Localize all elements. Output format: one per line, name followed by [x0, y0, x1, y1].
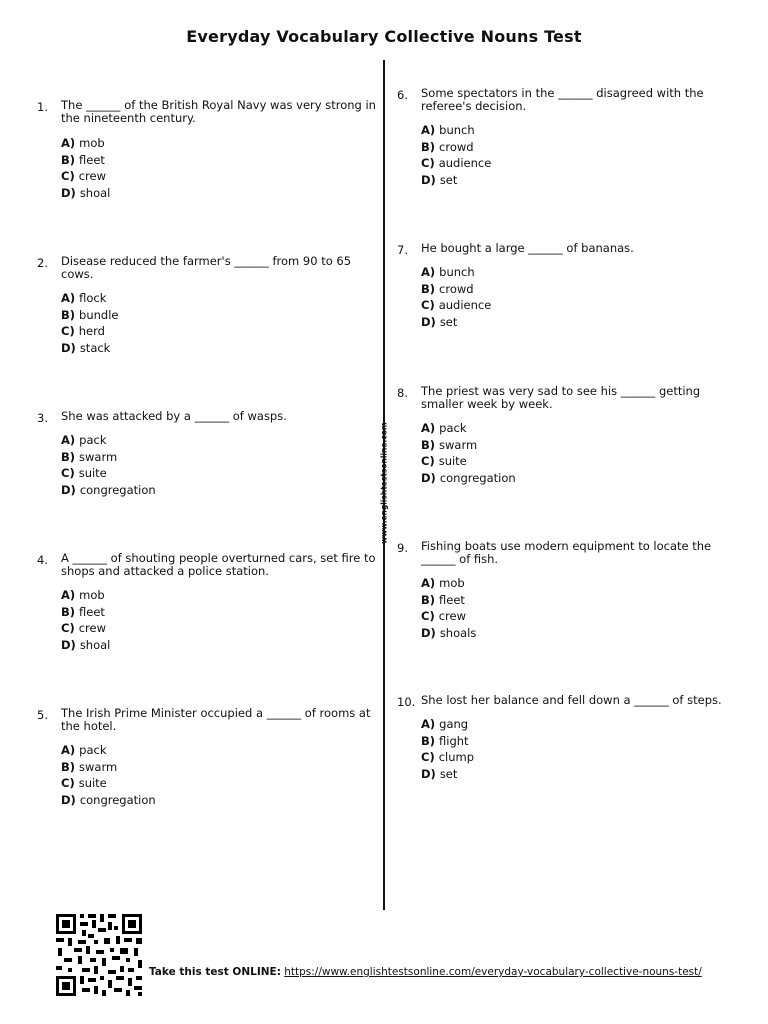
page-title: Everyday Vocabulary Collective Nouns Test — [186, 27, 582, 46]
option-c[interactable]: C) herd — [61, 324, 105, 338]
question-text: A ______ of shouting people overturned cars, set fire to shops and attacked a police station. — [61, 551, 376, 578]
option-a[interactable]: A) bunch — [421, 123, 475, 137]
question-text: The priest was very sad to see his ______ getting smaller week by week. — [421, 384, 701, 411]
option-b[interactable]: B) swarm — [61, 449, 118, 464]
question-text: She lost her balance and fell down a ______ of steps. — [421, 693, 722, 707]
option-list — [421, 716, 474, 782]
question-number: 6. — [397, 88, 408, 102]
option-d[interactable]: D) shoal — [61, 185, 111, 200]
option-list — [61, 742, 156, 808]
option-d[interactable]: D) congregation — [421, 470, 516, 485]
option-list — [61, 587, 110, 653]
option-d[interactable]: D) shoal — [61, 637, 111, 652]
option-a[interactable]: A) pack — [421, 421, 467, 435]
question-number: 5. — [37, 708, 48, 722]
option-c[interactable]: C) suite — [61, 466, 107, 480]
option-d[interactable]: D) set — [421, 172, 458, 187]
option-c[interactable]: C) suite — [61, 776, 107, 790]
option-list — [421, 575, 476, 641]
option-b[interactable]: B) fleet — [61, 604, 105, 619]
option-list — [421, 122, 491, 188]
question-text: Fishing boats use modern equipment to locate the ______ of fish. — [421, 539, 712, 566]
option-a[interactable]: A) mob — [421, 576, 465, 590]
question-number: 7. — [397, 243, 408, 257]
option-d[interactable]: D) stack — [61, 340, 111, 355]
question-number: 1. — [37, 100, 48, 114]
question-text: He bought a large ______ of bananas. — [421, 241, 634, 255]
option-list — [61, 290, 118, 356]
question-number: 4. — [37, 553, 48, 567]
option-c[interactable]: C) suite — [421, 454, 467, 468]
option-list — [421, 420, 516, 486]
option-a[interactable]: A) bunch — [421, 265, 475, 279]
online-test-link[interactable]: https://www.englishtestsonline.com/everyday-vocabulary-collective-nouns-test/ — [284, 966, 702, 978]
option-a[interactable]: A) mob — [61, 136, 105, 150]
option-a[interactable]: A) mob — [61, 588, 105, 602]
option-d[interactable]: D) set — [421, 766, 458, 781]
question-text: The Irish Prime Minister occupied a ______ of rooms at the hotel. — [61, 706, 371, 733]
question-number: 3. — [37, 411, 48, 425]
question-number: 8. — [397, 386, 408, 400]
option-b[interactable]: B) fleet — [421, 592, 465, 607]
option-c[interactable]: C) crew — [61, 169, 106, 183]
option-b[interactable]: B) fleet — [61, 152, 105, 167]
option-list — [421, 264, 491, 330]
option-list — [61, 432, 156, 498]
option-c[interactable]: C) crew — [421, 609, 466, 623]
option-a[interactable]: A) pack — [61, 433, 107, 447]
option-a[interactable]: A) gang — [421, 717, 469, 731]
option-a[interactable]: A) pack — [61, 743, 107, 757]
option-b[interactable]: B) swarm — [61, 759, 118, 774]
option-d[interactable]: D) congregation — [61, 482, 156, 497]
option-c[interactable]: C) crew — [61, 621, 106, 635]
option-b[interactable]: B) bundle — [61, 307, 119, 322]
online-test-footer — [149, 966, 709, 978]
option-c[interactable]: C) audience — [421, 156, 492, 170]
option-c[interactable]: C) audience — [421, 298, 492, 312]
question-number: 10. — [397, 695, 416, 709]
question-text: The ______ of the British Royal Navy was very strong in the nineteenth century. — [61, 98, 376, 125]
option-d[interactable]: D) set — [421, 314, 458, 329]
question-text: She was attacked by a ______ of wasps. — [61, 409, 287, 423]
question-text: Some spectators in the ______ disagreed with the referee's decision. — [421, 86, 704, 113]
option-b[interactable]: B) swarm — [421, 437, 478, 452]
qr-code-icon[interactable] — [54, 912, 144, 998]
option-b[interactable]: B) crowd — [421, 281, 474, 296]
option-c[interactable]: C) clump — [421, 750, 475, 764]
option-b[interactable]: B) flight — [421, 733, 469, 748]
option-b[interactable]: B) crowd — [421, 139, 474, 154]
question-text: Disease reduced the farmer's ______ from 90 to 65 cows. — [61, 254, 352, 281]
footer-lead-text: Take this test ONLINE: — [149, 966, 281, 978]
option-d[interactable]: D) congregation — [61, 792, 156, 807]
question-number: 9. — [397, 541, 408, 555]
option-a[interactable]: A) flock — [61, 291, 107, 305]
option-list — [61, 135, 110, 201]
side-website-label: www.englishtestsonline.com — [379, 422, 389, 544]
question-number: 2. — [37, 256, 48, 270]
option-d[interactable]: D) shoals — [421, 625, 477, 640]
